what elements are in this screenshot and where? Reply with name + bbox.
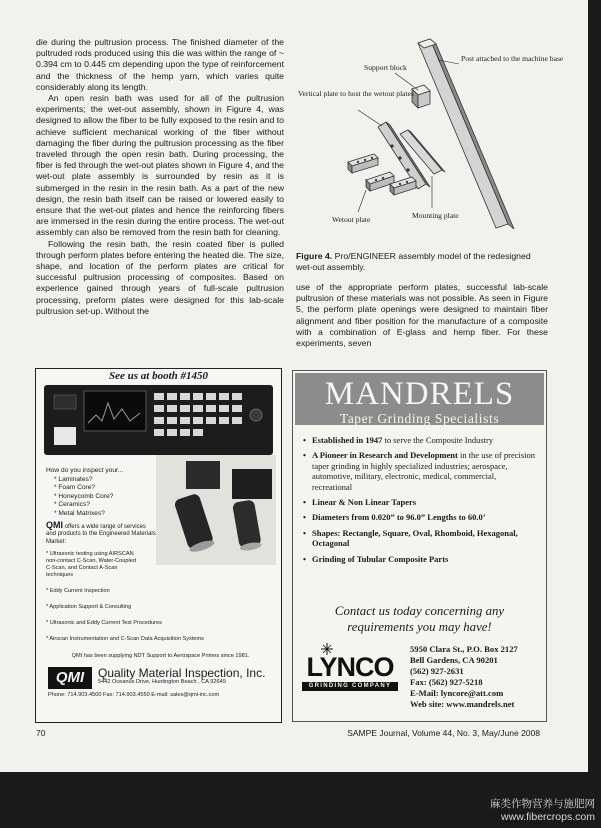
- list-item: * Ceramics?: [54, 501, 90, 508]
- qmi-offers-brand: QMI: [46, 520, 63, 530]
- label-wetout-plate: Wetout plate: [332, 215, 371, 224]
- qmi-address: 5442 Oceanus Drive, Huntington Beach , CA 92649: [98, 679, 226, 685]
- label-vertical-plate: Vertical plate to host the wetout plates: [298, 89, 414, 98]
- list-item: • Diameters from 0.020” to 96.0” Lengths to 60.0’: [303, 512, 538, 522]
- list-item: * Eddy Current Inspection: [46, 588, 110, 594]
- body-text-left-column: [36, 37, 284, 317]
- figure-caption-text: Pro/ENGINEER assembly model of the redesigned wet-out assembly.: [296, 251, 531, 273]
- paragraph: An open resin bath was used for all of the pultrusion experiments; the wet-out assembly, shown in Figure 4, was designed to allow the fiber to be fully exposed to the resin and to achieve sufficient mechanical working of the fiber without damaging the fiber during the pultrusion processing as the fiber traveled through the open resin bath. During processing, the fiber is fed through the wet-out plates shown in Figure 4, and the wet-out plate assembly is surrounded by resin as it is submerged in the resin in the resin bath. As a part of the new design, the resin bath itself can be raised or lowered easily to ensure that the wet-out plates and hence the reinforcing fibers are immersed in the resin during the entire process. The wet-out assembly can also be removed from the resin bath for cleaning.: [36, 93, 284, 238]
- qmi-inspect-list: [46, 467, 156, 518]
- label-support-block: Support block: [364, 63, 407, 72]
- qmi-advertisement: [35, 368, 282, 723]
- mandrels-header: [295, 373, 544, 425]
- list-item: * Ultrasonic and Eddy Current Test Procedures: [46, 620, 162, 626]
- qmi-since-text: QMI has been supplying NDT Support to Aerospace Primes since 1981.: [71, 653, 250, 659]
- list-item: * Ultrasonic testing using AIRSCAN non-contact C-Scan, Water-Coupled C-Scan, and Contact A-Scan techniques: [46, 551, 136, 578]
- list-item: * Application Support & Consulting: [46, 604, 132, 610]
- mandrels-features-list: [303, 435, 538, 569]
- figure-caption-label: Figure 4.: [296, 251, 333, 261]
- qmi-offers-text: [46, 522, 156, 546]
- lynco-logo-word: LYNCO: [306, 652, 394, 682]
- qmi-contact: Phone: 714.903.4500 Fax: 714.903.4550 E-mail: sales@qmi-inc.com: [48, 692, 220, 698]
- label-mounting-plate: Mounting plate: [412, 211, 459, 220]
- figure-4-assembly-model: [296, 34, 564, 246]
- site-watermark: 麻类作物营养与施肥网 www.fibercrops.com: [490, 798, 595, 823]
- list-item: • Grinding of Tubular Composite Parts: [303, 554, 538, 564]
- list-item: * Foam Core?: [54, 484, 96, 491]
- list-item: * Airscan Instrumentation and C-Scan Data Acquisition Systems: [46, 636, 204, 642]
- qmi-offers-description: offers a wide range of services and products to the Engineered Materials Market:: [46, 524, 156, 545]
- body-text-right-column: [296, 282, 548, 349]
- label-post: Post attached to the machine base: [461, 54, 564, 63]
- assembly-drawing: [296, 34, 564, 246]
- mandrels-address-block: 5950 Clara St., P.O. Box 2127 Bell Gardens, CA 90201 (562) 927-2631 Fax: (562) 927-5218 E-Mail: lyncore@att.com Web site: www.mandrels.net: [410, 644, 518, 709]
- mandrels-contact-slogan: Contact us today concerning any requirements you may have!: [334, 604, 505, 634]
- list-item: * Metal Matrixes?: [54, 509, 105, 517]
- journal-citation: SAMPE Journal, Volume 44, No. 3, May/June 2008: [347, 728, 540, 738]
- qmi-question: How do you inspect your...: [46, 467, 124, 474]
- mandrels-title: MANDRELS: [324, 376, 515, 412]
- list-item: * Laminates?: [54, 475, 93, 483]
- figure-caption: [296, 251, 548, 273]
- list-item: • Shapes: Rectangle, Square, Oval, Rhomboid, Hexagonal, Octagonal: [303, 528, 538, 549]
- wetout-plate-1: [348, 154, 378, 173]
- page-number: 70: [36, 728, 46, 738]
- airscan-device-image: [44, 385, 273, 455]
- paragraph: use of the appropriate perform plates, successful lab-scale pultrusion of these materials was not possible. As seen in Figure 5, the perform plate openings were designed to maintain fiber alignment and fiber position for the manufacture of a composite with a combination of E-glass and hemp fiber. For these experiments, seven: [296, 282, 548, 349]
- qmi-services-list: [46, 551, 276, 652]
- qmi-company-name: Quality Material Inspection, Inc.: [98, 666, 266, 680]
- paragraph: die during the pultrusion process. The finished diameter of the pultruded rods produced using this die was within the range of ~ 0.394 cm to 0.445 cm depending upon the type of reinforcement and the thickness of the hemp yarn, which varies quite considerably along its length.: [36, 37, 284, 92]
- mandrels-advertisement: [292, 370, 547, 722]
- qmi-logo: QMI: [48, 667, 92, 689]
- qmi-booth-headline: See us at booth #1450: [108, 370, 208, 382]
- mandrels-subtitle: Taper Grinding Specialists: [339, 411, 500, 426]
- ultrasonic-probes-image: [156, 455, 276, 565]
- list-item: * Honeycomb Core?: [54, 492, 114, 500]
- lynco-logo-tagline: GRINDING COMPANY: [302, 682, 398, 691]
- list-item: • Linear & Non Linear Tapers: [303, 497, 538, 507]
- list-item: • Established in 1947 to serve the Composite Industry: [303, 435, 538, 445]
- list-item: • A Pioneer in Research and Development in the use of precision taper grinding in highly specialized industries; aerospace, automotive, military, electronic, medical, commercial, recreational: [303, 450, 538, 492]
- post-shape: [418, 39, 508, 228]
- paragraph: Following the resin bath, the resin coated fiber is pulled through perform plates before entering the heated die. The size, shape, and location of the perform plates are critical for successful pultrusion processing of composites. Based on experience gained through years of full-scale pultrusion processing, preform plates were designed for this lab-scale pultrusion set-up. Without the: [36, 238, 284, 316]
